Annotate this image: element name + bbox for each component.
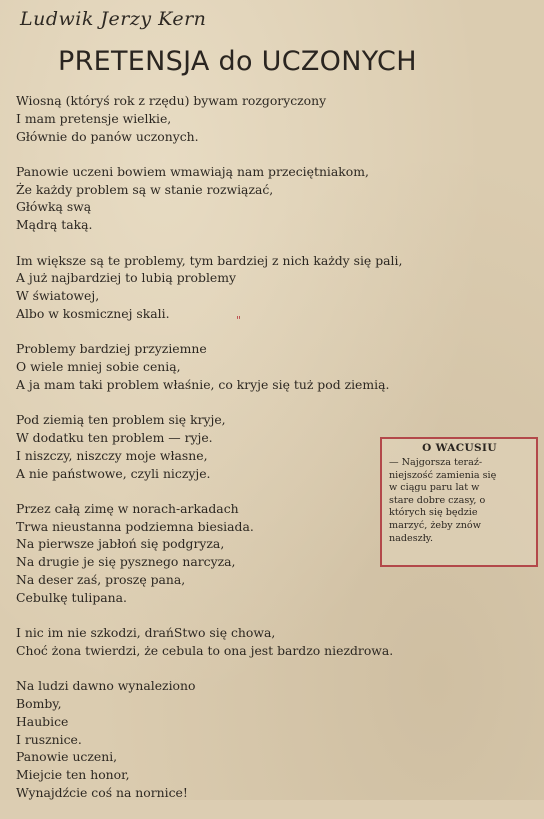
poem-line: Haubice — [16, 713, 69, 729]
poem-title: PRETENSJA do UCZONYCH — [58, 46, 417, 77]
author-byline: Ludwik Jerzy Kern — [20, 8, 207, 30]
poem-line: Na drugie je się pysznego narcyza, — [16, 554, 236, 570]
ink-smudge: " — [236, 314, 242, 327]
poem-line: Na deser zaś, proszę pana, — [16, 572, 186, 588]
poem-line: Cebulkę tulipana. — [16, 589, 127, 605]
poem-line: I mam pretensje wielkie, — [16, 110, 172, 126]
poem-line: I rusznice. — [16, 731, 82, 747]
sidebar-line: marzyć, żeby znów — [389, 519, 481, 531]
poem-line: Choć żona twierdzi, że cebula to ona jest bardzo niezdrowa. — [16, 642, 394, 658]
poem-line: Panowie uczeni, — [16, 749, 118, 765]
poem-line: Albo w kosmicznej skali. — [16, 305, 170, 321]
stanza-4 — [16, 340, 526, 393]
sidebar-title: O WACUSIU — [422, 442, 497, 454]
sidebar-box — [380, 437, 538, 567]
poem-line: Głównie do panów uczonych. — [16, 128, 199, 144]
poem-line: A ja mam taki problem właśnie, co kryje się tuż pod ziemią. — [16, 376, 390, 392]
sidebar-line: nadeszły. — [389, 532, 434, 544]
poem-line: Trwa nieustanna podziemna biesiada. — [16, 518, 254, 534]
stanza-7 — [16, 624, 526, 660]
poem-line: Im większe są te problemy, tym bardziej z nich każdy się pali, — [16, 252, 403, 268]
poem-line: Bomby, — [16, 696, 62, 712]
poem-line: Przez całą zimę w norach-arkadach — [16, 500, 239, 516]
poem-line: Na pierwsze jabłoń się podgryza, — [16, 536, 225, 552]
poem-line: A nie państwowe, czyli niczyje. — [16, 465, 211, 481]
stanza-8 — [16, 677, 526, 802]
poem-line: W dodatku ten problem — ryje. — [16, 429, 213, 445]
poem-line: Główką swą — [16, 199, 92, 215]
poem-line: O wiele mniej sobie cenią, — [16, 359, 181, 375]
stanza-3 — [16, 252, 526, 323]
poem-line: I niszczy, niszczy moje własne, — [16, 447, 208, 463]
poem-line: Problemy bardziej przyziemne — [16, 341, 207, 357]
poem-line: Wiosną (któryś rok z rzędu) bywam rozgoryczony — [16, 93, 327, 108]
poem-line: Wynajdźcie coś na nornice! — [16, 785, 188, 800]
sidebar-line: niejszość zamienia się — [389, 469, 497, 481]
sidebar-line: — Najgorsza teraź- — [389, 457, 483, 468]
sidebar-line: stare dobre czasy, o — [389, 494, 486, 506]
stanza-1 — [16, 92, 526, 145]
poem-line: I nic im nie szkodzi, drańStwo się chowa, — [16, 625, 276, 641]
poem-line: Na ludzi dawno wynaleziono — [16, 678, 196, 694]
poem-line: Mądrą taką. — [16, 217, 93, 233]
poem-line: Panowie uczeni bowiem wmawiają nam przeciętniakom, — [16, 163, 369, 179]
poem-line: A już najbardziej to lubią problemy — [16, 270, 236, 286]
poem-line: Że każdy problem są w stanie rozwiązać, — [16, 181, 274, 197]
stanza-2 — [16, 163, 526, 234]
poem-line: Miejcie ten honor, — [16, 767, 130, 783]
poem-line: Pod ziemią ten problem się kryje, — [16, 412, 226, 428]
sidebar-line: w ciągu paru lat w — [389, 482, 480, 494]
sidebar-line: których się będzie — [389, 507, 478, 519]
poem-line: W światowej, — [16, 288, 100, 304]
